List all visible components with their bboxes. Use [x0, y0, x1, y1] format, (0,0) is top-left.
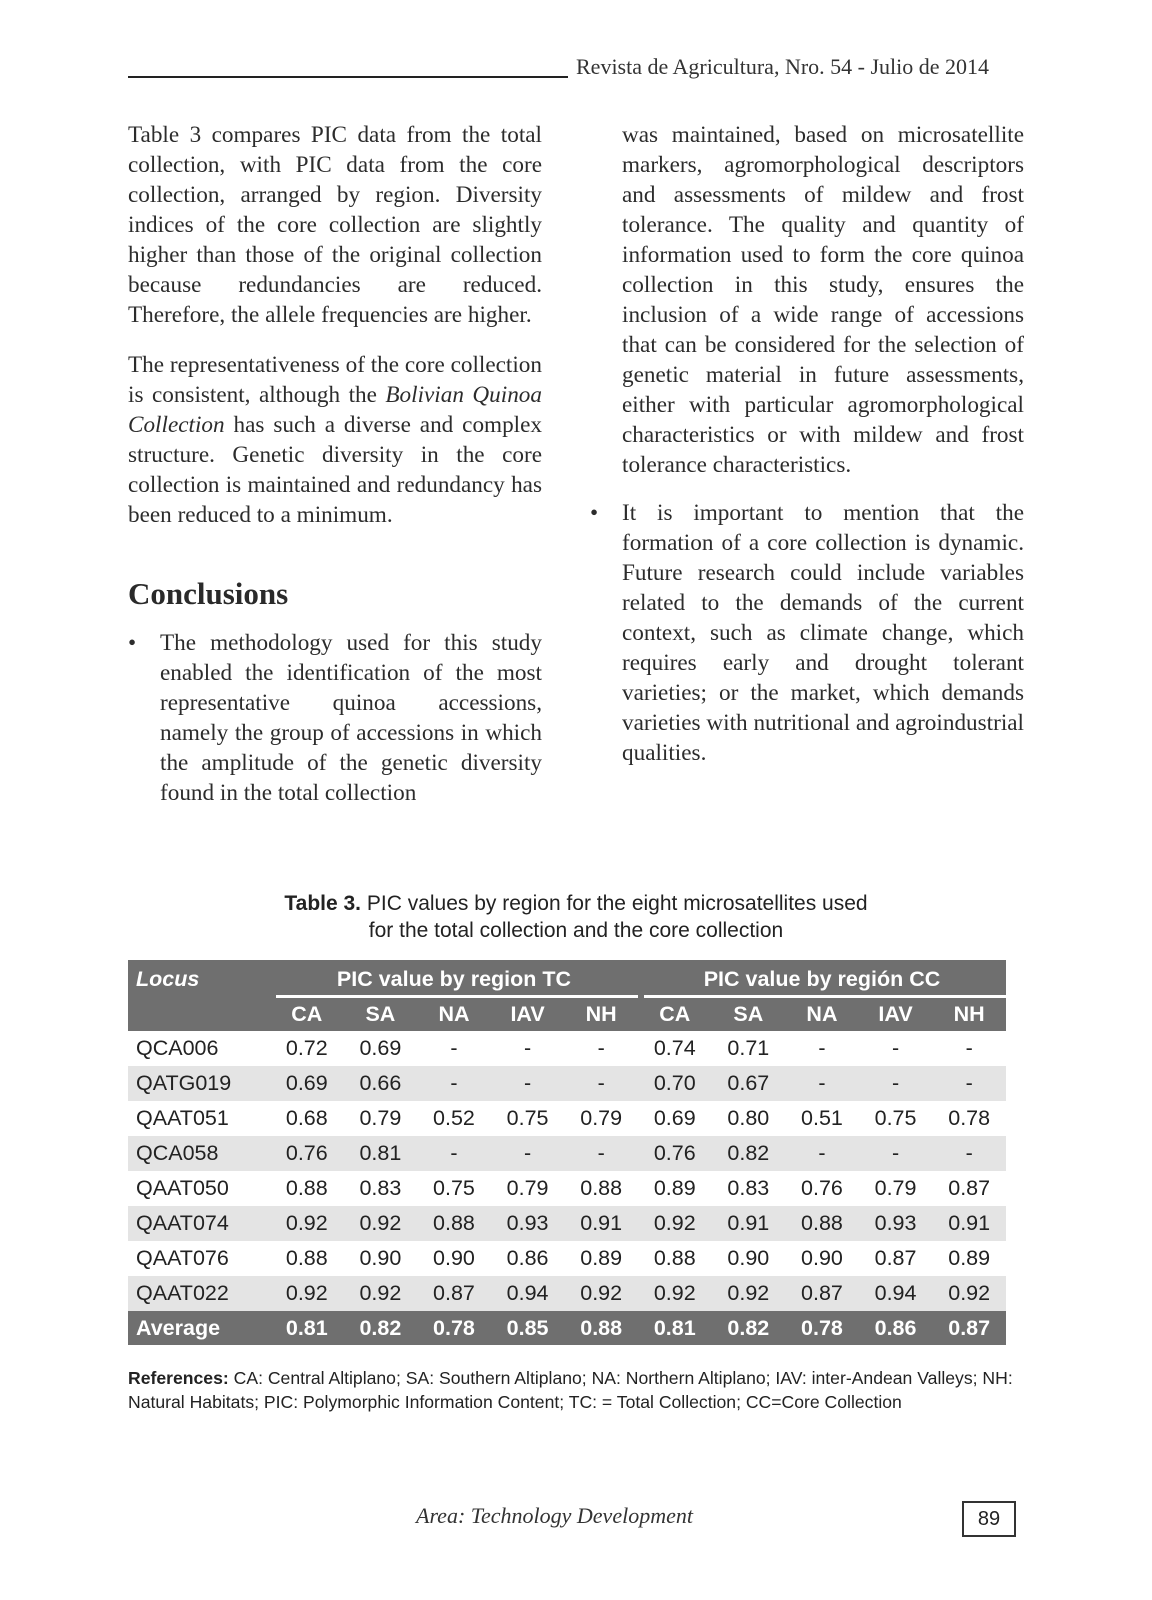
paragraph-representativeness: [128, 350, 542, 530]
pic-value-cell: 0.81: [344, 1136, 418, 1171]
header-rule: [128, 76, 568, 78]
pic-value-cell: -: [785, 1136, 859, 1171]
caption-line-1: [128, 890, 1024, 917]
pic-value-cell: 0.71: [727, 1036, 770, 1060]
pic-value-cell: 0.88: [580, 1176, 623, 1200]
pic-value-cell: 0.87: [785, 1276, 859, 1311]
pic-value-cell: -: [491, 1136, 565, 1171]
pic-value-cell: -: [491, 1066, 565, 1101]
pic-value-cell: 0.68: [285, 1106, 328, 1130]
locus-subheader-blank: [128, 998, 270, 1031]
pic-value-cell: -: [891, 1036, 900, 1060]
table-row: [128, 1066, 1006, 1101]
pic-value-cell: 0.79: [874, 1176, 917, 1200]
column-header-ca: CA: [638, 998, 712, 1031]
pic-value-cell: 0.94: [491, 1276, 565, 1311]
average-value-cell: 0.78: [785, 1311, 859, 1345]
column-header-na: NA: [417, 998, 491, 1031]
paragraph-text: has such a diverse and complex structure. Genetic diversity in the core collection is maintained and redundancy has been reduced to a minimum.: [128, 412, 542, 528]
pic-value-cell: -: [785, 1066, 859, 1101]
pic-value-cell: -: [597, 1036, 605, 1060]
pic-value-cell: 0.69: [270, 1066, 344, 1101]
locus-header: Locus: [128, 960, 270, 998]
table-row: [128, 1206, 1006, 1241]
pic-value-cell: 0.87: [948, 1176, 991, 1200]
average-value-cell: 0.82: [712, 1311, 786, 1345]
bullet-text: The methodology used for this study enabled the identification of the most representative quinoa accessions, namely the group of accessions in which the amplitude of the genetic diversity found in the total collection: [160, 630, 542, 806]
references-label: References:: [128, 1368, 229, 1388]
pic-value-cell: 0.92: [270, 1276, 344, 1311]
column-header-na: NA: [785, 998, 859, 1031]
pic-value-cell: 0.72: [285, 1036, 328, 1060]
average-label: Average: [128, 1311, 270, 1345]
locus-cell: QATG019: [128, 1066, 270, 1101]
group-header-label: PIC value by región CC: [703, 966, 941, 991]
pic-value-cell: -: [523, 1036, 532, 1060]
average-value-cell: 0.81: [638, 1311, 712, 1345]
locus-cell: QAAT074: [128, 1206, 270, 1241]
pic-value-cell: 0.94: [859, 1276, 933, 1311]
table-row: [128, 1136, 1006, 1171]
table-row: [128, 1031, 1006, 1066]
pic-value-cell: 0.75: [506, 1106, 549, 1130]
pic-value-cell: -: [417, 1066, 491, 1101]
pic-value-cell: 0.83: [359, 1176, 402, 1200]
pic-value-cell: 0.91: [932, 1206, 1006, 1241]
locus-cell: QCA058: [128, 1136, 270, 1171]
pic-value-cell: 0.74: [653, 1036, 696, 1060]
pic-value-cell: 0.91: [564, 1206, 638, 1241]
pic-value-cell: 0.75: [874, 1106, 917, 1130]
pic-value-cell: -: [859, 1136, 933, 1171]
pic-value-cell: -: [564, 1136, 638, 1171]
page-number: 89: [962, 1501, 1016, 1537]
conclusions-heading: Conclusions: [128, 576, 289, 611]
pic-value-cell: 0.52: [433, 1106, 475, 1130]
pic-value-cell: 0.89: [653, 1176, 696, 1200]
conclusion-bullet-1-continued: was maintained, based on microsatellite markers, agromorphological descriptors and assessments of mildew and frost tolerance. The quality and quantity of information used to form the core quinoa collection in this study, ensures the inclusion of a wide range of accessions that can be considered for the selection of genetic material in future assessments, either with particular agromorphological characteristics or with mildew and frost tolerance characteristics.: [622, 122, 1024, 478]
pic-value-cell: 0.67: [712, 1066, 786, 1101]
pic-value-cell: -: [417, 1136, 491, 1171]
pic-value-cell: 0.87: [874, 1246, 917, 1270]
pic-value-cell: 0.75: [433, 1176, 475, 1200]
pic-values-table: [128, 960, 1006, 1345]
pic-value-cell: 0.92: [932, 1276, 1006, 1311]
pic-value-cell: -: [932, 1066, 1006, 1101]
journal-header: Revista de Agricultura, Nro. 54 - Julio de 2014: [576, 54, 990, 79]
group-underline: [276, 995, 638, 998]
bullet-text: It is important to mention that the formation of a core collection is dynamic. Future research could include variables related to the demands of the current context, such as climate change, which requires early and drought tolerant varieties; or the market, which demands varieties with nutritional and agroindustrial qualities.: [622, 500, 1024, 766]
pic-value-cell: 0.92: [344, 1206, 418, 1241]
caption-line-2: for the total collection and the core collection: [368, 919, 784, 942]
pic-value-cell: 0.92: [270, 1206, 344, 1241]
pic-value-cell: 0.86: [506, 1246, 549, 1270]
pic-value-cell: 0.92: [344, 1276, 418, 1311]
pic-value-cell: 0.90: [433, 1246, 475, 1270]
pic-value-cell: 0.80: [727, 1106, 770, 1130]
group-header-tc: [270, 960, 638, 998]
pic-value-cell: 0.88: [417, 1206, 491, 1241]
pic-value-cell: 0.91: [712, 1206, 786, 1241]
pic-value-cell: 0.66: [344, 1066, 418, 1101]
paragraph-text: The representativeness of the core collection is consistent, although the: [128, 352, 542, 408]
conclusion-bullet-1: [128, 628, 542, 808]
paragraph-table3-comparison: Table 3 compares PIC data from the total collection, with PIC data from the core collection, arranged by region. Diversity indices of the core collection are slightly higher than those of the original collection because redundancies are reduced. Therefore, the allele frequencies are higher.: [128, 122, 542, 328]
pic-value-cell: 0.87: [417, 1276, 491, 1311]
pic-value-cell: 0.92: [712, 1276, 786, 1311]
column-header-iav: IAV: [859, 998, 933, 1031]
pic-table-wrapper: [128, 960, 1006, 1345]
column-header-sa: SA: [712, 998, 786, 1031]
pic-value-cell: 0.51: [801, 1106, 843, 1130]
average-value-cell: 0.87: [932, 1311, 1006, 1345]
table-references: [128, 1366, 1024, 1414]
pic-value-cell: 0.79: [359, 1106, 402, 1130]
pic-value-cell: 0.76: [270, 1136, 344, 1171]
bullet-icon: •: [590, 500, 599, 526]
pic-value-cell: 0.88: [785, 1206, 859, 1241]
bullet-icon: •: [128, 630, 137, 656]
table-row: [128, 1101, 1006, 1136]
pic-value-cell: 0.89: [948, 1246, 991, 1270]
column-header-nh: NH: [564, 998, 638, 1031]
average-row: [128, 1311, 1006, 1345]
locus-cell: QAAT050: [136, 1176, 229, 1200]
pic-value-cell: -: [450, 1036, 458, 1060]
left-column: [128, 120, 542, 808]
pic-value-cell: 0.92: [564, 1276, 638, 1311]
pic-value-cell: -: [859, 1066, 933, 1101]
locus-cell: QAAT022: [128, 1276, 270, 1311]
pic-value-cell: -: [818, 1036, 826, 1060]
locus-cell: QAAT076: [136, 1246, 229, 1270]
pic-value-cell: -: [932, 1136, 1006, 1171]
locus-cell: QCA006: [136, 1036, 219, 1060]
pic-value-cell: -: [965, 1036, 973, 1060]
table-row: [128, 1171, 1006, 1206]
pic-value-cell: 0.69: [359, 1036, 402, 1060]
pic-value-cell: 0.93: [859, 1206, 933, 1241]
pic-value-cell: 0.69: [653, 1106, 696, 1130]
group-header-label: PIC value by region TC: [336, 966, 572, 991]
pic-value-cell: 0.88: [285, 1176, 328, 1200]
average-value-cell: 0.78: [417, 1311, 491, 1345]
group-underline: [644, 995, 1006, 998]
pic-value-cell: 0.93: [491, 1206, 565, 1241]
column-header-nh: NH: [932, 998, 1006, 1031]
column-header-ca: CA: [270, 998, 344, 1031]
pic-value-cell: 0.92: [638, 1276, 712, 1311]
caption-text: PIC values by region for the eight microsatellites used: [361, 892, 868, 915]
pic-value-cell: 0.92: [638, 1206, 712, 1241]
group-header-cc: [638, 960, 1006, 998]
table-row: [128, 1241, 1006, 1276]
right-column: [590, 120, 1024, 768]
average-value-cell: 0.85: [491, 1311, 565, 1345]
pic-value-cell: 0.90: [359, 1246, 402, 1270]
pic-value-cell: 0.76: [801, 1176, 843, 1200]
pic-value-cell: 0.82: [712, 1136, 786, 1171]
average-value-cell: 0.81: [270, 1311, 344, 1345]
pic-value-cell: 0.90: [727, 1246, 770, 1270]
pic-value-cell: 0.89: [580, 1246, 623, 1270]
table-row: [128, 1276, 1006, 1311]
pic-value-cell: 0.88: [285, 1246, 328, 1270]
pic-value-cell: 0.79: [580, 1106, 623, 1130]
pic-value-cell: 0.83: [727, 1176, 770, 1200]
table-caption: [128, 890, 1024, 944]
pic-value-cell: 0.90: [801, 1246, 843, 1270]
column-header-sa: SA: [344, 998, 418, 1031]
references-text: CA: Central Altiplano; SA: Southern Altiplano; NA: Northern Altiplano; IAV: inter-Andean Valleys; NH: Natural Habitats; PIC: Polymorphic Information Content; TC: = Total Collection; CC=Core Collection: [128, 1368, 1013, 1412]
column-header-iav: IAV: [491, 998, 565, 1031]
pic-value-cell: -: [564, 1066, 638, 1101]
average-value-cell: 0.86: [859, 1311, 933, 1345]
pic-value-cell: 0.79: [506, 1176, 549, 1200]
pic-value-cell: 0.70: [638, 1066, 712, 1101]
average-value-cell: 0.88: [564, 1311, 638, 1345]
pic-value-cell: 0.76: [638, 1136, 712, 1171]
caption-label: Table 3.: [284, 892, 362, 915]
footer-area: Area: Technology Development: [416, 1503, 693, 1528]
collection-name: Bolivian Quinoa Collection: [128, 382, 542, 438]
pic-value-cell: 0.88: [653, 1246, 696, 1270]
locus-cell: QAAT051: [136, 1106, 229, 1130]
conclusion-bullet-2: [590, 498, 1024, 768]
pic-value-cell: 0.78: [948, 1106, 991, 1130]
average-value-cell: 0.82: [344, 1311, 418, 1345]
